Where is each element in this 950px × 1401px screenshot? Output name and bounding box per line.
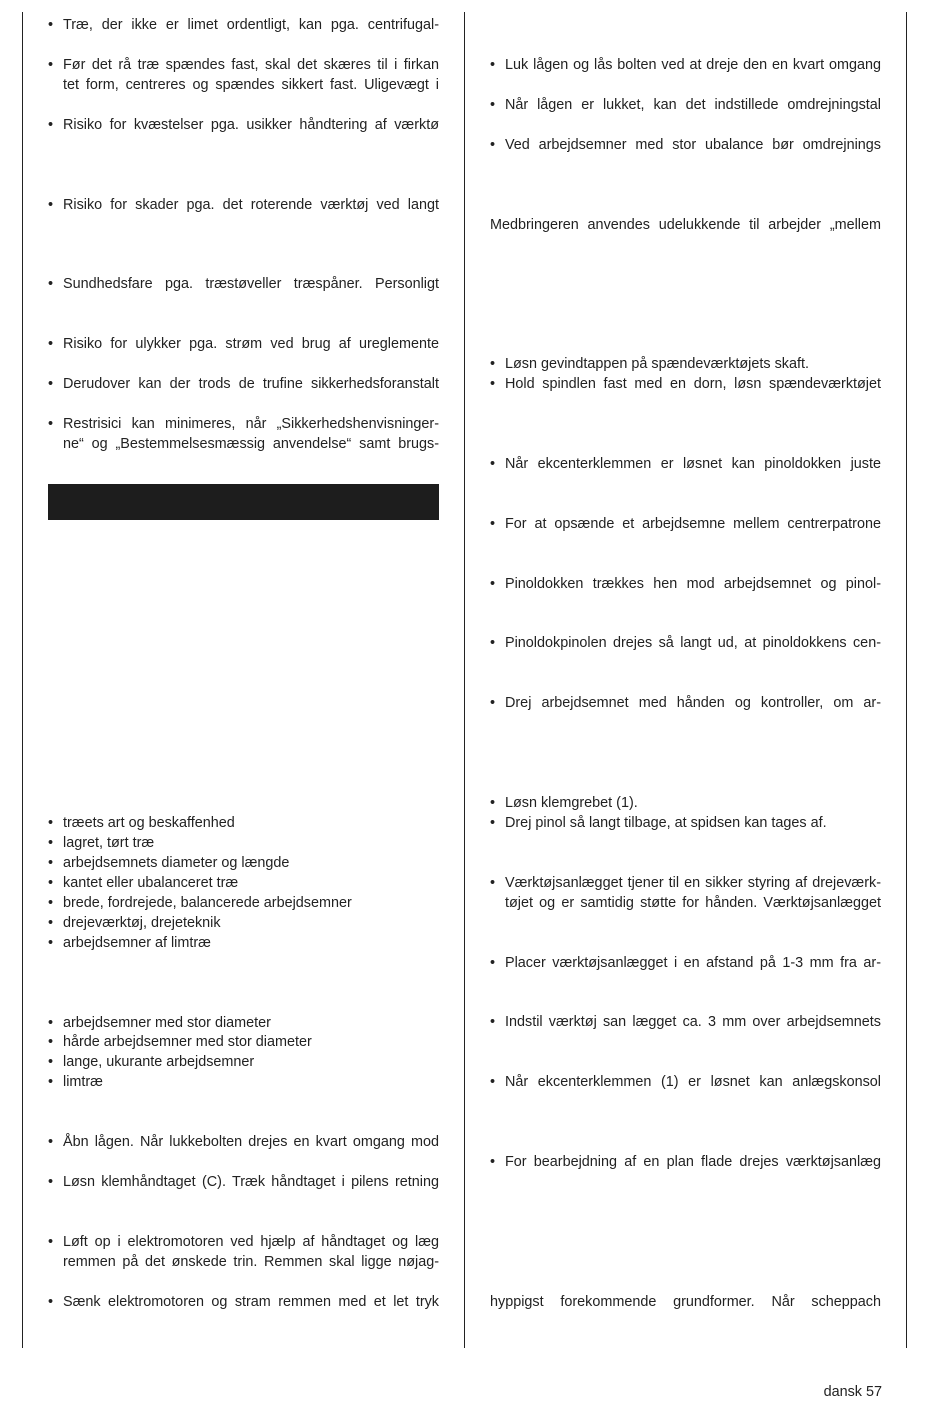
text-line: For bearbejdning af en plan flade drejes værktøjsanlæg [505, 1154, 881, 1170]
text-line: ne“ og „Bestemmelsesmæssig anvendelse“ samt brugs- [63, 436, 439, 452]
bullet-marker: • [48, 117, 54, 133]
bullet-item [48, 834, 439, 852]
bullet-marker: • [490, 1154, 496, 1170]
bullet-item [490, 575, 881, 593]
bullet-marker: • [48, 1234, 54, 1250]
bullet-item [48, 1014, 439, 1032]
text-line: kantet eller ubalanceret træ [63, 875, 239, 891]
bullet-item [490, 634, 881, 652]
text-line: lagret, tørt træ [63, 835, 155, 851]
bullet-item [490, 375, 881, 393]
bullet-marker: • [48, 1134, 54, 1150]
bullet-item [48, 1053, 439, 1071]
bullet-item [48, 335, 439, 353]
bullet-item [48, 1173, 439, 1191]
paragraph-line: hyppigst forekommende grundformer. Når scheppach [490, 1294, 881, 1310]
text-line: arbejdsemner med stor diameter [63, 1015, 271, 1031]
bullet-item [490, 874, 881, 892]
text-line: Pinoldokpinolen drejes så langt ud, at pinoldokkens cen- [505, 635, 881, 651]
text-line: Før det rå træ spændes fast, skal det skæres til i firkan [63, 57, 439, 73]
bullet-marker: • [48, 1074, 54, 1090]
bullet-marker: • [48, 835, 54, 851]
text-line: tet form, centreres og spændes sikkert fast. Uligevægt i [63, 77, 439, 93]
bullet-item [48, 375, 439, 393]
bullet-marker: • [48, 276, 54, 292]
bullet-marker: • [490, 97, 496, 113]
right-margin-rule [906, 12, 907, 1348]
text-line: Løsn gevindtappen på spændeværktøjets skaft. [505, 356, 809, 372]
text-line: Drej arbejdsemnet med hånden og kontroller, om ar- [505, 695, 881, 711]
bullet-item [48, 415, 439, 433]
text-line: Restrisici kan minimeres, når „Sikkerhedshenvisninger- [63, 416, 439, 432]
bullet-marker: • [490, 1074, 496, 1090]
bullet-marker: • [48, 895, 54, 911]
bullet-marker: • [48, 336, 54, 352]
text-line: hårde arbejdsemner med stor diameter [63, 1034, 312, 1050]
bullet-item [490, 954, 881, 972]
text-line: Løft op i elektromotoren ved hjælp af håndtaget og læg [63, 1234, 439, 1250]
text-line: Drej pinol så langt tilbage, at spidsen kan tages af. [505, 815, 827, 831]
bullet-marker: • [48, 197, 54, 213]
text-line: drejeværktøj, drejeteknik [63, 915, 221, 931]
text-line: arbejdsemnets diameter og længde [63, 855, 290, 871]
bullet-item [48, 1293, 439, 1311]
bullet-marker: • [490, 795, 496, 811]
text-line: Løsn klemhåndtaget (C). Træk håndtaget i pilens retning [63, 1174, 439, 1190]
text-line: Derudover kan der trods de trufine sikkerhedsforanstalt [63, 376, 439, 392]
bullet-marker: • [490, 815, 496, 831]
text-line: lange, ukurante arbejdsemner [63, 1054, 255, 1070]
bullet-marker: • [490, 1014, 496, 1030]
bullet-item [490, 1073, 881, 1091]
page-number: dansk 57 [823, 1384, 882, 1400]
bullet-item [48, 914, 439, 932]
text-line: brede, fordrejede, balancerede arbejdsemner [63, 895, 352, 911]
bullet-item [48, 275, 439, 293]
text-line: Luk lågen og lås bolten ved at dreje den en kvart omgang [505, 57, 881, 73]
text-line: Risiko for skader pga. det roterende værktøj ved langt [63, 197, 439, 213]
bullet-marker: • [48, 875, 54, 891]
text-line: arbejdsemner af limtræ [63, 935, 211, 951]
bullet-item [48, 116, 439, 134]
bullet-item [490, 814, 881, 832]
bullet-marker: • [48, 1294, 54, 1310]
bullet-item [48, 814, 439, 832]
text-line: Hold spindlen fast med en dorn, løsn spændeværktøjet [505, 376, 881, 392]
bullet-marker: • [48, 935, 54, 951]
bullet-item [48, 874, 439, 892]
bullet-item [48, 1033, 439, 1051]
text-line: Løsn klemgrebet (1). [505, 795, 638, 811]
text-line: Risiko for ulykker pga. strøm ved brug af ureglemente [63, 336, 439, 352]
bullet-item [490, 96, 881, 114]
bullet-item [48, 196, 439, 214]
text-line: Placer værktøjsanlægget i en afstand på 1-3 mm fra ar- [505, 955, 881, 971]
bullet-marker: • [490, 57, 496, 73]
text-line: Ved arbejdsemner med stor ubalance bør omdrejnings [505, 137, 881, 153]
paragraph-line: Medbringeren anvendes udelukkende til arbejder „mellem [490, 217, 881, 233]
text-line: Når lågen er lukket, kan det indstillede omdrejningstal [505, 97, 881, 113]
bullet-item [48, 854, 439, 872]
bullet-marker: • [48, 1015, 54, 1031]
text-line: Værktøjsanlægget tjener til en sikker styring af drejeværk- [505, 875, 881, 891]
bullet-marker: • [48, 1174, 54, 1190]
bullet-marker: • [490, 635, 496, 651]
text-line: Pinoldokken trækkes hen mod arbejdsemnet og pinol- [505, 576, 881, 592]
bullet-marker: • [490, 137, 496, 153]
bullet-item [490, 794, 881, 812]
bullet-marker: • [48, 17, 54, 33]
column-divider-rule [464, 12, 465, 1348]
bullet-item [48, 1073, 439, 1091]
text-line: træets art og beskaffenhed [63, 815, 235, 831]
text-line: Sænk elektromotoren og stram remmen med et let tryk [63, 1294, 439, 1310]
bullet-marker: • [48, 815, 54, 831]
bullet-marker: • [490, 576, 496, 592]
bullet-item [490, 1013, 881, 1031]
bullet-item [490, 136, 881, 154]
text-line: Når ekcenterklemmen er løsnet kan pinoldokken juste [505, 456, 881, 472]
bullet-item [490, 1153, 881, 1171]
bullet-marker: • [48, 1054, 54, 1070]
text-line: Når ekcenterklemmen (1) er løsnet kan anlægskonsol [505, 1074, 881, 1090]
text-line: remmen på det ønskede trin. Remmen skal ligge nøjag- [63, 1254, 439, 1270]
bullet-marker: • [490, 516, 496, 532]
text-line: Sundhedsfare pga. træstøveller træspåner. Personligt [63, 276, 439, 292]
bullet-marker: • [490, 955, 496, 971]
left-margin-rule [22, 12, 23, 1348]
bullet-item [490, 355, 881, 373]
bullet-marker: • [490, 356, 496, 372]
text-line: Træ, der ikke er limet ordentligt, kan pga. centrifugal- [63, 17, 439, 33]
bullet-marker: • [48, 57, 54, 73]
text-line: For at opsænde et arbejdsemne mellem centrerpatrone [505, 516, 881, 532]
bullet-marker: • [48, 855, 54, 871]
bullet-marker: • [490, 376, 496, 392]
text-line: tøjet og er samtidig støtte for hånden. Værktøjsanlægget [505, 895, 881, 911]
text-line: limtræ [63, 1074, 103, 1090]
bullet-marker: • [48, 416, 54, 432]
bullet-item [48, 1133, 439, 1151]
bullet-item [48, 56, 439, 74]
bullet-item [490, 56, 881, 74]
bullet-item [48, 16, 439, 34]
bullet-item [490, 515, 881, 533]
text-line: Indstil værktøj san lægget ca. 3 mm over arbejdsemnets [505, 1014, 881, 1030]
bullet-marker: • [48, 915, 54, 931]
bullet-item [490, 455, 881, 473]
bullet-marker: • [490, 875, 496, 891]
bullet-marker: • [490, 695, 496, 711]
bullet-item [48, 1233, 439, 1251]
section-heading-bar [48, 484, 439, 520]
bullet-item [48, 894, 439, 912]
bullet-marker: • [48, 376, 54, 392]
bullet-marker: • [48, 1034, 54, 1050]
bullet-marker: • [490, 456, 496, 472]
text-line: Åbn lågen. Når lukkebolten drejes en kvart omgang mod [63, 1134, 439, 1150]
text-line: Risiko for kvæstelser pga. usikker håndtering af værktø [63, 117, 439, 133]
bullet-item [490, 694, 881, 712]
bullet-item [48, 934, 439, 952]
